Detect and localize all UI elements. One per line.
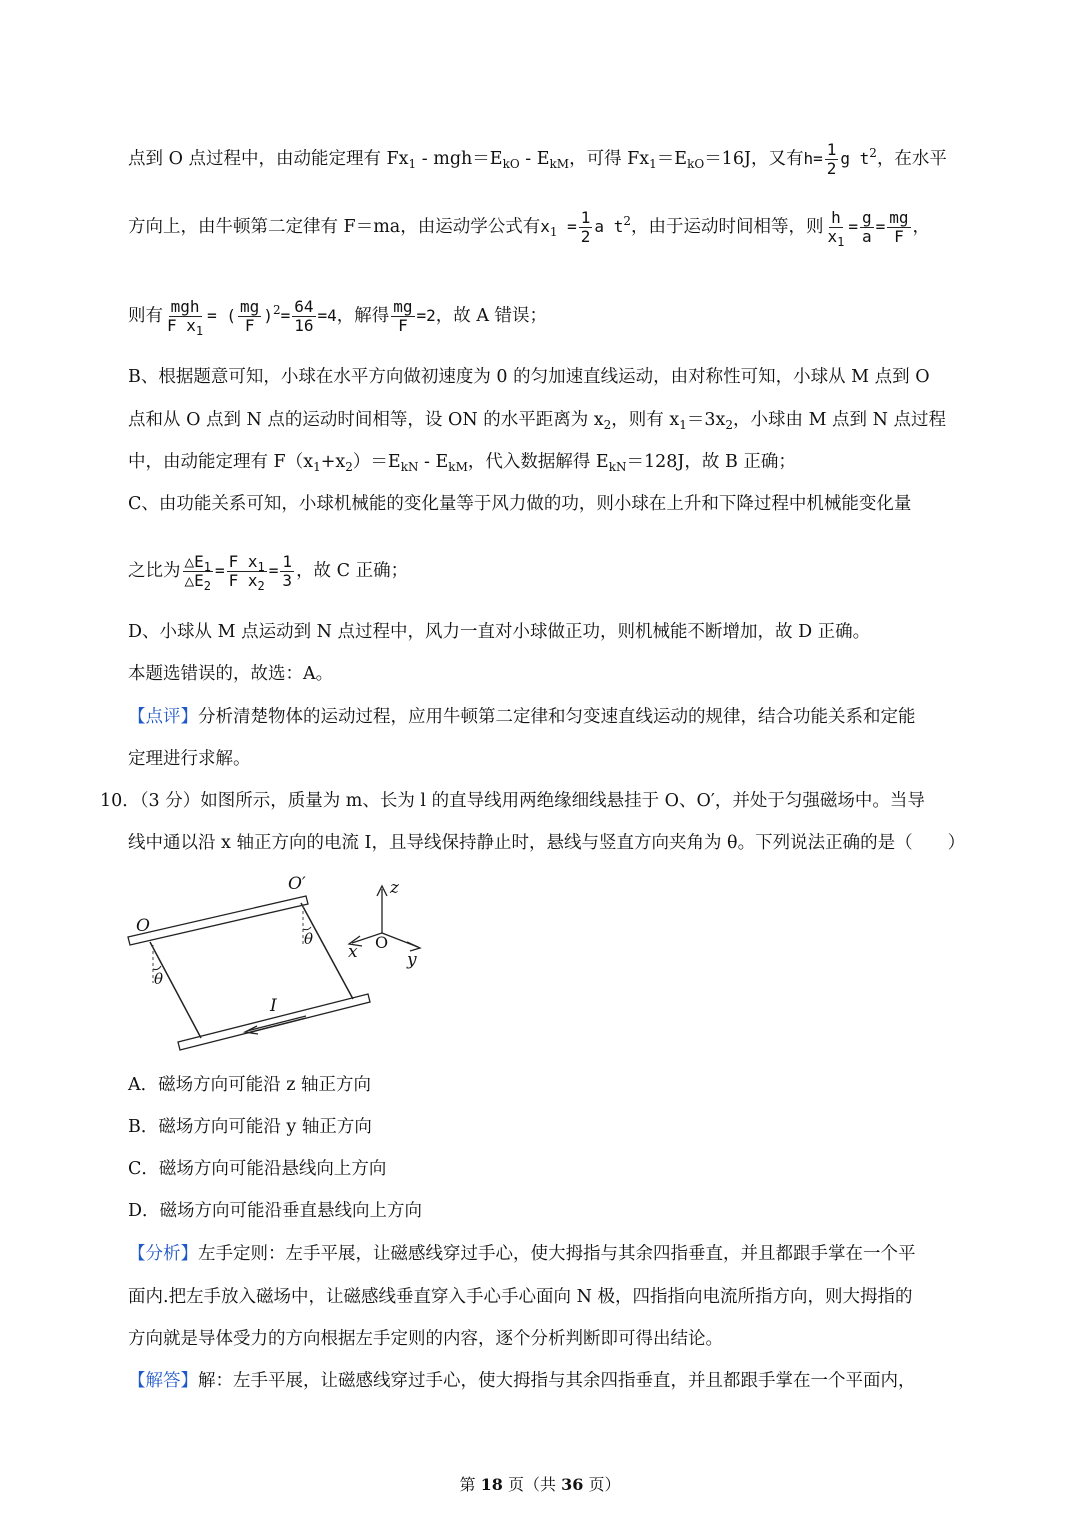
text: ，在水平 [876, 149, 947, 169]
text-line: 中，由动能定理有 $F(x_1+x_2)=E_{kN} - E_{kM}$，代入数据解得 $E_{kN}=128J$，故 B 正确； [128, 452, 796, 474]
text-line: 方向上，由牛顿第二定律有 F＝ma，由运动学公式有$x_1$ = $\frac{1}{2}$ a $t^2$，由于运动时间相等，则 $\frac{h}{x_1}$ = $\frac{g}{a}$ = $\frac{mg}{F}$ ， [128, 208, 931, 249]
superscript: 2 [272, 303, 281, 317]
page-total: 36 [561, 1475, 584, 1494]
label-theta-left: θ [154, 970, 164, 988]
formula-text: a t [594, 217, 624, 236]
subscript: kM [549, 157, 570, 171]
subscript: kO [502, 157, 520, 171]
text: - E [519, 149, 550, 169]
analysis-line: 方向就是导体受力的方向根据左手定则的内容，逐个分析判断即可得出结论。 [128, 1329, 723, 1349]
text-line: 定理进行求解。 [128, 749, 251, 769]
option-a: A．磁场方向可能沿 z 轴正方向 [128, 1075, 371, 1095]
text-line: 本题选错误的，故选：A。 [128, 664, 334, 684]
text: ，由于运动时间相等，则 [630, 217, 824, 237]
fraction: $\frac{h}{x_1}$ [827, 208, 845, 249]
label-o-left: O [136, 916, 150, 936]
superscript: 2 [869, 146, 877, 160]
fraction: $\frac{mg}{F}$ [889, 208, 909, 246]
analysis-tag: 【分析】 [128, 1244, 198, 1264]
fraction: $\frac{mg}{F}$ [240, 297, 260, 335]
text-line: 点和从 O 点到 N 点的运动时间相等，设 ON 的水平距离为 $x_2$，则有 $x_1=3x_2$，小球由 M 点到 N 点过程 [128, 410, 946, 432]
formula-text: h= [803, 149, 823, 168]
text: 则有 [128, 306, 163, 326]
right-suspension-line [301, 903, 353, 999]
label-o-prime: O′ [288, 874, 306, 894]
text-line: D、小球从 M 点运动到 N 点过程中，风力一直对小球做正功，则机械能不断增加，故 D 正确。 [128, 622, 871, 642]
fraction: $\frac{g}{a}$ [861, 208, 872, 246]
fraction: $\frac{64}{16}$ [294, 297, 314, 335]
question-line: 线中通以沿 x 轴正方向的电流 I，且导线保持静止时，悬线与竖直方向夹角为 θ。下列说法正确的是（ ） [128, 833, 966, 853]
formula-text: g t [840, 149, 870, 168]
analysis-line: 【分析】左手定则：左手平展，让磁感线穿过手心，使大拇指与其余四指垂直，并且都跟手掌在一个平 [128, 1244, 916, 1264]
label-current: I [270, 996, 277, 1016]
label-axis-y: y [407, 950, 417, 970]
text-line: 之比为 $\frac{\triangle E_1}{\triangle E_2}$ = $\frac{F x_1}{F x_2}$ = $\frac{1}{3}$ ，故 C 正确； [128, 552, 409, 593]
subscript: 1 [549, 225, 558, 239]
text-line: B、根据题意可知，小球在水平方向做初速度为 0 的匀加速直线运动，由对称性可知，小球从 M 点到 O [128, 367, 930, 387]
fraction: $\frac{\text{mgh}}{F x_1}$ [167, 297, 204, 338]
fraction: $\frac{mg}{F}$ [393, 297, 413, 335]
question-line: 10．（3 分）如图所示，质量为 m、长为 l 的直导线用两绝缘细线悬挂于 O、O′，并处于匀强磁场中。当导 [100, 791, 925, 811]
option-d: D．磁场方向可能沿垂直悬线向上方向 [128, 1201, 423, 1221]
text: ，解得 [336, 306, 390, 326]
upper-support-bar [128, 896, 308, 945]
subscript: 1 [408, 157, 417, 171]
label-axis-z: z [390, 878, 399, 898]
label-theta-right: θ [304, 930, 314, 948]
fraction: $\frac{\triangle E_1}{\triangle E_2}$ [184, 552, 211, 593]
subscript: kO [687, 157, 705, 171]
text: 点到 O 点过程中，由动能定理有 Fx [128, 149, 409, 169]
text: ＝16J，又有 [704, 149, 804, 169]
text: ，故 A 错误； [435, 306, 548, 326]
solution-tag: 【解答】 [128, 1371, 198, 1391]
wire-magnetic-field-figure [120, 865, 440, 1060]
option-c: C．磁场方向可能沿悬线向上方向 [128, 1159, 387, 1179]
page-footer: 第 18 页（共 36 页） [459, 1475, 621, 1494]
text: ，可得 Fx [569, 149, 650, 169]
fraction-half: $\frac{1}{2}$ [826, 140, 837, 178]
fraction-half: $\frac{1}{2}$ [580, 208, 591, 246]
text-line: C、由功能关系可知，小球机械能的变化量等于风力做的功，则小球在上升和下降过程中机械能变化量 [128, 494, 912, 514]
solution-line: 【解答】解：左手平展，让磁感线穿过手心，使大拇指与其余四指垂直，并且都跟手掌在一个平面内， [128, 1371, 916, 1391]
text: 方向上，由牛顿第二定律有 F＝ma，由运动学公式有 [128, 217, 541, 237]
option-b: B．磁场方向可能沿 y 轴正方向 [128, 1117, 372, 1137]
formula-text: = [557, 217, 577, 236]
review-tag: 【点评】 [128, 707, 198, 727]
page-number: 18 [480, 1475, 503, 1494]
text-line: 则有 $\frac{\text{mgh}}{F x_1}$ = ( $\frac{mg}{F}$ )$^2$= $\frac{64}{16}$ =4，解得 $\frac{mg}{F}$ =2，故 A 错误； [128, 297, 548, 338]
label-axis-x: x [348, 942, 358, 962]
left-suspension-line [150, 942, 201, 1038]
subscript: 1 [649, 157, 657, 171]
text: ， [912, 217, 931, 237]
formula-text: x [540, 217, 550, 236]
fraction: $\frac{1}{3}$ [282, 552, 293, 590]
text: - mgh＝E [416, 149, 503, 169]
fraction: $\frac{F x_1}{F x_2}$ [228, 552, 265, 593]
text-line: 【点评】分析清楚物体的运动过程，应用牛顿第二定律和匀变速直线运动的规律，结合功能关系和定能 [128, 707, 916, 727]
label-origin: O [375, 933, 389, 952]
analysis-line: 面内.把左手放入磁场中，让磁感线垂直穿入手心手心面向 N 极，四指指向电流所指方向，则大拇指的 [128, 1287, 913, 1307]
text: ＝E [656, 149, 688, 169]
text-line [128, 141, 947, 178]
superscript: 2 [623, 214, 631, 228]
